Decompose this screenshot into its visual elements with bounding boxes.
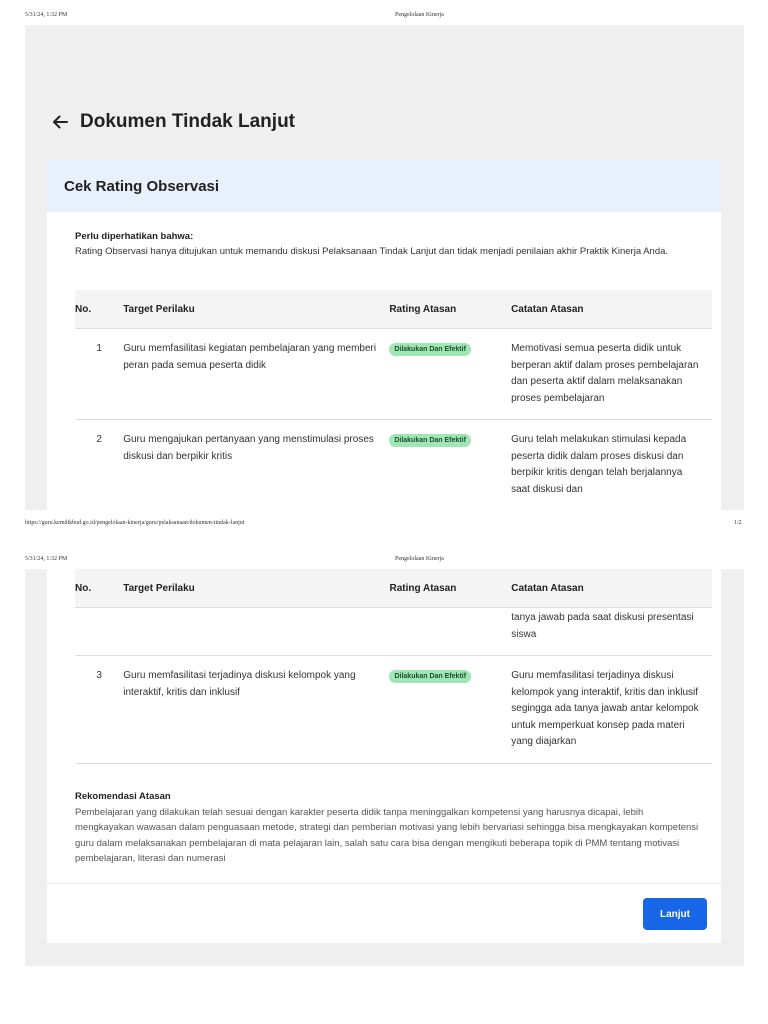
table-header-row (75, 290, 712, 329)
table-row (75, 656, 712, 764)
row-catatan: Memotivasi semua peserta didik untuk berperan aktif dalam proses pembelajaran dan peserta aktif dalam melaksanakan proses pembelajaran (511, 329, 712, 420)
row-catatan: Guru memfasilitasi terjadinya diskusi kelompok yang interaktif, kritis dan inklusif segingga ada tanya jawab antar kelompok untuk memperkuat konsep pada materi yang diajarkan (511, 656, 712, 764)
col-header-no: No. (75, 569, 123, 608)
rating-badge: Dilakukan Dan Efektif (389, 343, 471, 356)
card-header: Cek Rating Observasi (47, 160, 721, 212)
arrow-left-icon[interactable] (50, 112, 70, 132)
row-target: Guru memfasilitasi kegiatan pembelajaran yang memberi peran pada semua peserta didik (123, 329, 389, 420)
table-row (75, 329, 712, 420)
table-row-continued (75, 608, 712, 656)
notice (47, 212, 721, 259)
card-footer (47, 883, 721, 944)
page-title-row (50, 111, 295, 133)
page-screen-2 (25, 569, 744, 966)
row-no: 1 (75, 329, 123, 420)
row-catatan: Guru telah melakukan stimulasi kepada peserta didik dalam proses diskusi dan berpikir kritis dengan telah berjalannya saat diskusi dan (511, 434, 687, 495)
notice-text: Rating Observasi hanya ditujukan untuk memandu diskusi Pelaksanaan Tindak Lanjut dan tidak menjadi penilaian akhir Praktik Kinerja Anda. (75, 246, 669, 257)
rekomendasi-title: Rekomendasi Atasan (75, 791, 171, 802)
col-header-rating: Rating Atasan (389, 290, 511, 329)
row-rating (389, 329, 511, 420)
col-header-no: No. (75, 290, 123, 329)
col-header-catatan: Catatan Atasan (511, 569, 712, 608)
row-rating (389, 420, 511, 511)
row-no: 3 (75, 656, 123, 764)
page-title: Dokumen Tindak Lanjut (80, 111, 296, 132)
rating-table (75, 290, 712, 510)
col-header-target: Target Perilaku (123, 290, 389, 329)
row-catatan-continued: tanya jawab pada saat diskusi presentasi siswa (511, 608, 712, 656)
col-header-catatan: Catatan Atasan (511, 290, 712, 329)
row-target: Guru mengajukan pertanyaan yang menstimulasi proses diskusi dan berpikir kritis (123, 420, 389, 511)
rating-table-continued (75, 569, 712, 764)
next-button[interactable]: Lanjut (643, 898, 707, 930)
row-no: 2 (75, 420, 123, 511)
rekomendasi-section (75, 789, 705, 867)
table-row (75, 420, 712, 511)
row-target: Guru memfasilitasi terjadinya diskusi kelompok yang interaktif, kritis dan inklusif (123, 656, 389, 764)
print-header-datetime: 5/31/24, 1:32 PM (25, 556, 68, 562)
col-header-target: Target Perilaku (123, 569, 389, 608)
notice-title: Perlu diperhatikan bahwa: (75, 231, 194, 242)
print-header-datetime: 5/31/24, 1:32 PM (25, 12, 68, 18)
print-footer-url: https://guru.kemdikbud.go.id/pengelolaan-kinerja/guru/pelaksanaan/dokumen-tindak-lanjut (25, 520, 245, 526)
print-header-title: Pengelolaan Kinerja (395, 12, 444, 18)
rating-badge: Dilakukan Dan Efektif (389, 434, 471, 447)
rating-badge: Dilakukan Dan Efektif (389, 670, 471, 683)
row-rating (389, 656, 511, 764)
rating-card (47, 160, 721, 510)
page-screen-1 (25, 25, 744, 510)
rekomendasi-text: Pembelajaran yang dilakukan telah sesuai dengan karakter peserta didik tanpa meninggalkan kompetensi yang harusnya dicapai, lebih mengkayakan wawasan dalam penguasaan metode, strategi dan pemberian motivasi yang lebih bervariasi sehingga bisa mengkayakan kompetensi guru dalam melaksanakan pembelajaran di mata pelajaran lain, salah satu cara bisa dengan mengikuti beberapa topik di PMM tentang motivasi pembelajaran, literasi dan numerasi (75, 806, 699, 864)
table-header-row (75, 569, 712, 608)
print-header-title: Pengelolaan Kinerja (395, 556, 444, 562)
col-header-rating: Rating Atasan (389, 569, 511, 608)
print-footer-page: 1/2 (734, 520, 742, 526)
rating-card-continued (47, 569, 721, 943)
